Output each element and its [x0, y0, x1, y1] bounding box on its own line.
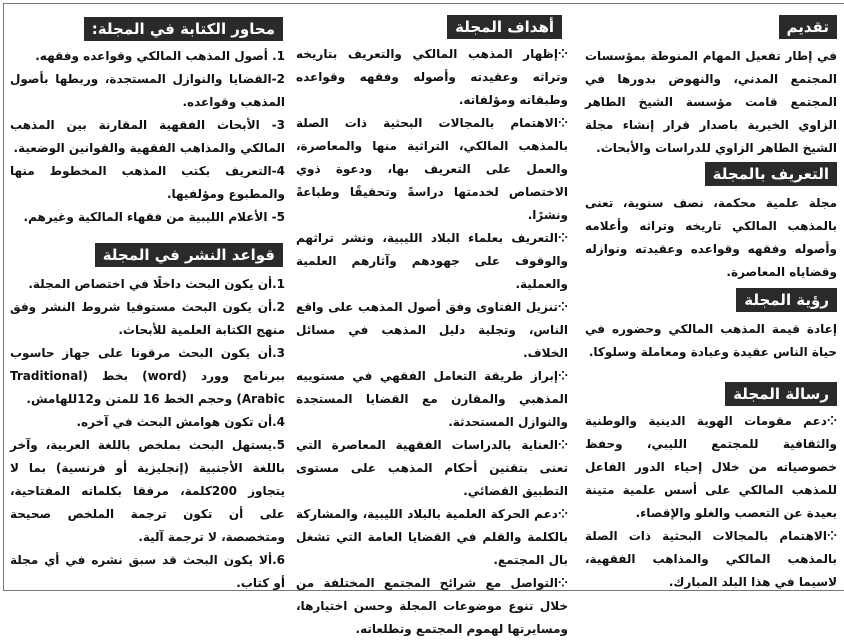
vision-heading: رؤية المجلة	[736, 288, 837, 312]
goal-item: ⁘التعريف بعلماء البلاد الليبية، ونشر تراثهم والوقوف على جهودهم وآثارهم العلمية والعملية.	[296, 231, 568, 291]
goal-item: ⁘الاهتمام بالمجالات البحثية ذات الصلة بالمذهب المالكي، التراثية منها والمعاصرة، والعمل على التعريف بها، ودعوة ذوي الاختصاص لخدمتها دراسةً وتحقيقًا وطباعةً ونشرًا.	[296, 116, 568, 222]
goal-item: ⁘دعم الحركة العلمية بالبلاد الليبية، والمشاركة بالكلمة والقلم في القضايا العامة التي تشغل بال المجتمع.	[296, 507, 568, 567]
about-text: مجلة علمية محكمة، نصف سنوية، تعنى بالمذهب المالكي تاريخه وتراثه وأعلامه وأصوله وفقهه وقواعده وعقيدته ونوازله وقضاياه المعاصرة.	[585, 196, 837, 279]
goal-item: ⁘العناية بالدراسات الفقهية المعاصرة التي تعنى بتقنين أحكام المذهب على مستوى التطبيق القضائي.	[296, 438, 568, 498]
goals-heading: أهداف المجلة	[447, 15, 562, 39]
topic-item: 2-القضايا والنوازل المستجدة، وربطها بأصول المذهب وقواعده.	[10, 72, 285, 109]
rule-item: 2.أن يكون البحث مستوفيا شروط النشر وفق منهج الكتابة العلمية للأبحاث.	[10, 300, 285, 337]
goal-item: ⁘تنزيل الفتاوى وفق أصول المذهب على واقع الناس، وتجلية دليل المذهب في مسائل الخلاف.	[296, 300, 568, 360]
vision-text: إعادة قيمة المذهب المالكي وحضوره في حياة الناس عقيدة وعبادة ومعاملة وسلوكا.	[585, 322, 837, 359]
rules-heading: قواعد النشر في المجلة	[95, 243, 283, 267]
mission-item: ⁘الاهتمام بالمجالات البحثية ذات الصلة بالمذهب المالكي والمذاهب الفقهية، لاسيما في هذا البلد المبارك.	[585, 529, 837, 589]
topic-item: 4-التعريف بكتب المذهب المخطوط منها والمطبوع ومؤلفيها.	[10, 164, 285, 201]
right-column	[585, 0, 837, 594]
rule-item: 3.أن يكون البحث مرقونا على جهاز حاسوب ببرنامج وورد (word) بخط (Traditional Arabic) وحجم الخط 16 للمتن و12للهامش.	[10, 346, 285, 406]
left-column	[10, 0, 285, 595]
rule-item: 5.يستهل البحث بملخص باللغة العربية، وآخر باللغة الأجنبية (إنجليزية أو فرنسية) بما لا يتجاوز 200كلمة، مرفقا بكلماته المفتاحية، على أن تكون ترجمة الملخص صحيحة ومتخصصة، لا ترجمة آلية.	[10, 438, 285, 544]
topic-item: 5- الأعلام الليبية من فقهاء المالكية وغيرهم.	[23, 210, 285, 224]
topic-item: 3- الأبحاث الفقهية المقارنة بين المذهب المالكي والمذاهب الفقهية والقوانين الوضعية.	[10, 118, 285, 155]
rule-item: 6.ألا يكون البحث قد سبق نشره في أي مجلة أو كتاب.	[10, 553, 285, 590]
intro-text: في إطار تفعيل المهام المنوطة بمؤسسات المجتمع المدني، والنهوض بدورها في المجتمع قامت مؤسسة الشيخ الطاهر الزاوي الخيرية باصدار قرار إنشاء مجلة الشيخ الطاهر الزاوي للدراسات والأبحاث.	[585, 49, 837, 155]
intro-heading: تقديم	[779, 15, 838, 39]
topic-item: 1. أصول المذهب المالكي وقواعده وفقهه.	[35, 49, 285, 63]
about-heading: التعريف بالمجلة	[705, 162, 837, 186]
middle-column	[296, 0, 568, 641]
goal-item: ⁘إظهار المذهب المالكي والتعريف بتاريخه وتراثه وعقيدته وأصوله وفقهه وقواعده وطبقاته ومؤلفاته.	[296, 47, 568, 107]
goal-item: ⁘إبراز طريقة التعامل الفقهي في مستوييه المذهبي والمقارن مع القضايا المستجدة والنوازل المستحدثة.	[296, 369, 568, 429]
rule-item: 4.أن تكون هوامش البحث في آخره.	[76, 415, 285, 429]
mission-heading: رسالة المجلة	[725, 382, 837, 406]
mission-item: ⁘دعم مقومات الهوية الدينية والوطنية والثقافية للمجتمع الليبي، وحفظ خصوصياته من خلال إحياء الدور الفاعل للمذهب المالكي على أسس علمية متينة بعيدة عن التعصب والغلو والإقصاء.	[585, 414, 837, 520]
goal-item: ⁘التواصل مع شرائح المجتمع المختلفة من خلال تنوع موضوعات المجلة وحسن اختيارها، ومسايرتها لهموم المجتمع وتطلعاته.	[296, 576, 568, 636]
topics-heading: محاور الكتابة في المجلة:	[84, 17, 283, 41]
rule-item: 1.أن يكون البحث داخلًا في اختصاص المجلة.	[28, 277, 285, 291]
